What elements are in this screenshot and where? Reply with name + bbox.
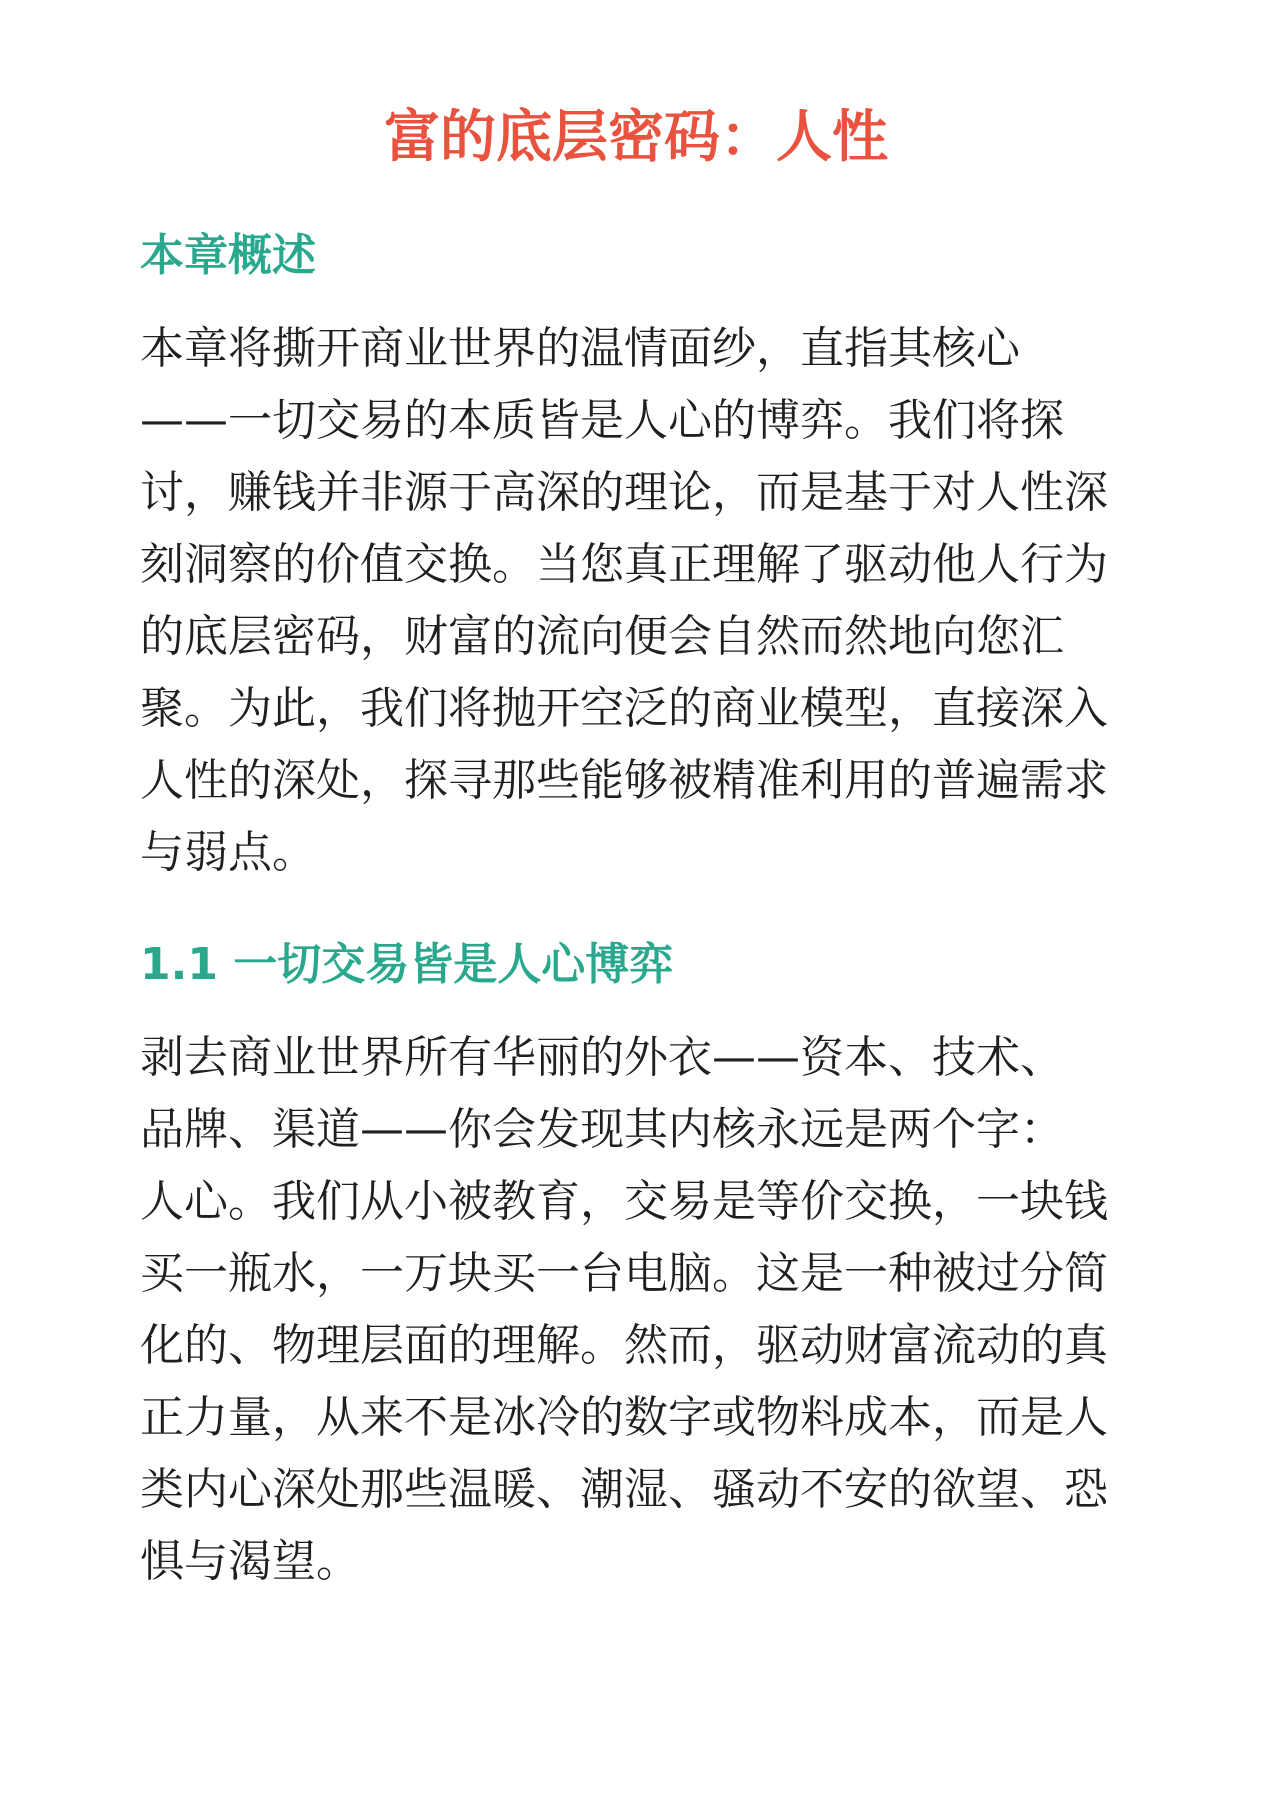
- text-line: 人心。我们从小被教育，交易是等价交换，一块钱: [140, 1176, 1108, 1227]
- section-body-overview: [140, 313, 1136, 889]
- page-title: 富的底层密码：人性: [384, 105, 888, 170]
- section-body-1-1: [140, 1022, 1136, 1598]
- section-heading-1-1: 1.1 一切交易皆是人心博弈: [140, 939, 674, 990]
- text-line: ——一切交易的本质皆是人心的博弈。我们将探: [140, 395, 1064, 446]
- text-line: 化的、物理层面的理解。然而，驱动财富流动的真: [140, 1320, 1108, 1371]
- text-line: 惧与渴望。: [140, 1536, 360, 1587]
- text-line: 剥去商业世界所有华丽的外衣——资本、技术、: [140, 1032, 1064, 1083]
- text-line: 的底层密码，财富的流向便会自然而然地向您汇: [140, 611, 1064, 662]
- text-line: 人性的深处，探寻那些能够被精准利用的普遍需求: [140, 755, 1108, 806]
- text-line: 买一瓶水，一万块买一台电脑。这是一种被过分简: [140, 1248, 1108, 1299]
- section-heading-overview: 本章概述: [140, 230, 316, 281]
- text-line: 讨，赚钱并非源于高深的理论，而是基于对人性深: [140, 467, 1108, 518]
- text-line: 聚。为此，我们将抛开空泛的商业模型，直接深入: [140, 683, 1108, 734]
- text-line: 正力量，从来不是冰冷的数字或物料成本，而是人: [140, 1392, 1108, 1443]
- text-line: 与弱点。: [140, 827, 316, 878]
- text-line: 类内心深处那些温暖、潮湿、骚动不安的欲望、恐: [140, 1464, 1108, 1515]
- text-line: 本章将撕开商业世界的温情面纱，直指其核心: [140, 323, 1020, 374]
- text-line: 品牌、渠道——你会发现其内核永远是两个字：: [140, 1104, 1064, 1155]
- text-line: 刻洞察的价值交换。当您真正理解了驱动他人行为: [140, 539, 1108, 590]
